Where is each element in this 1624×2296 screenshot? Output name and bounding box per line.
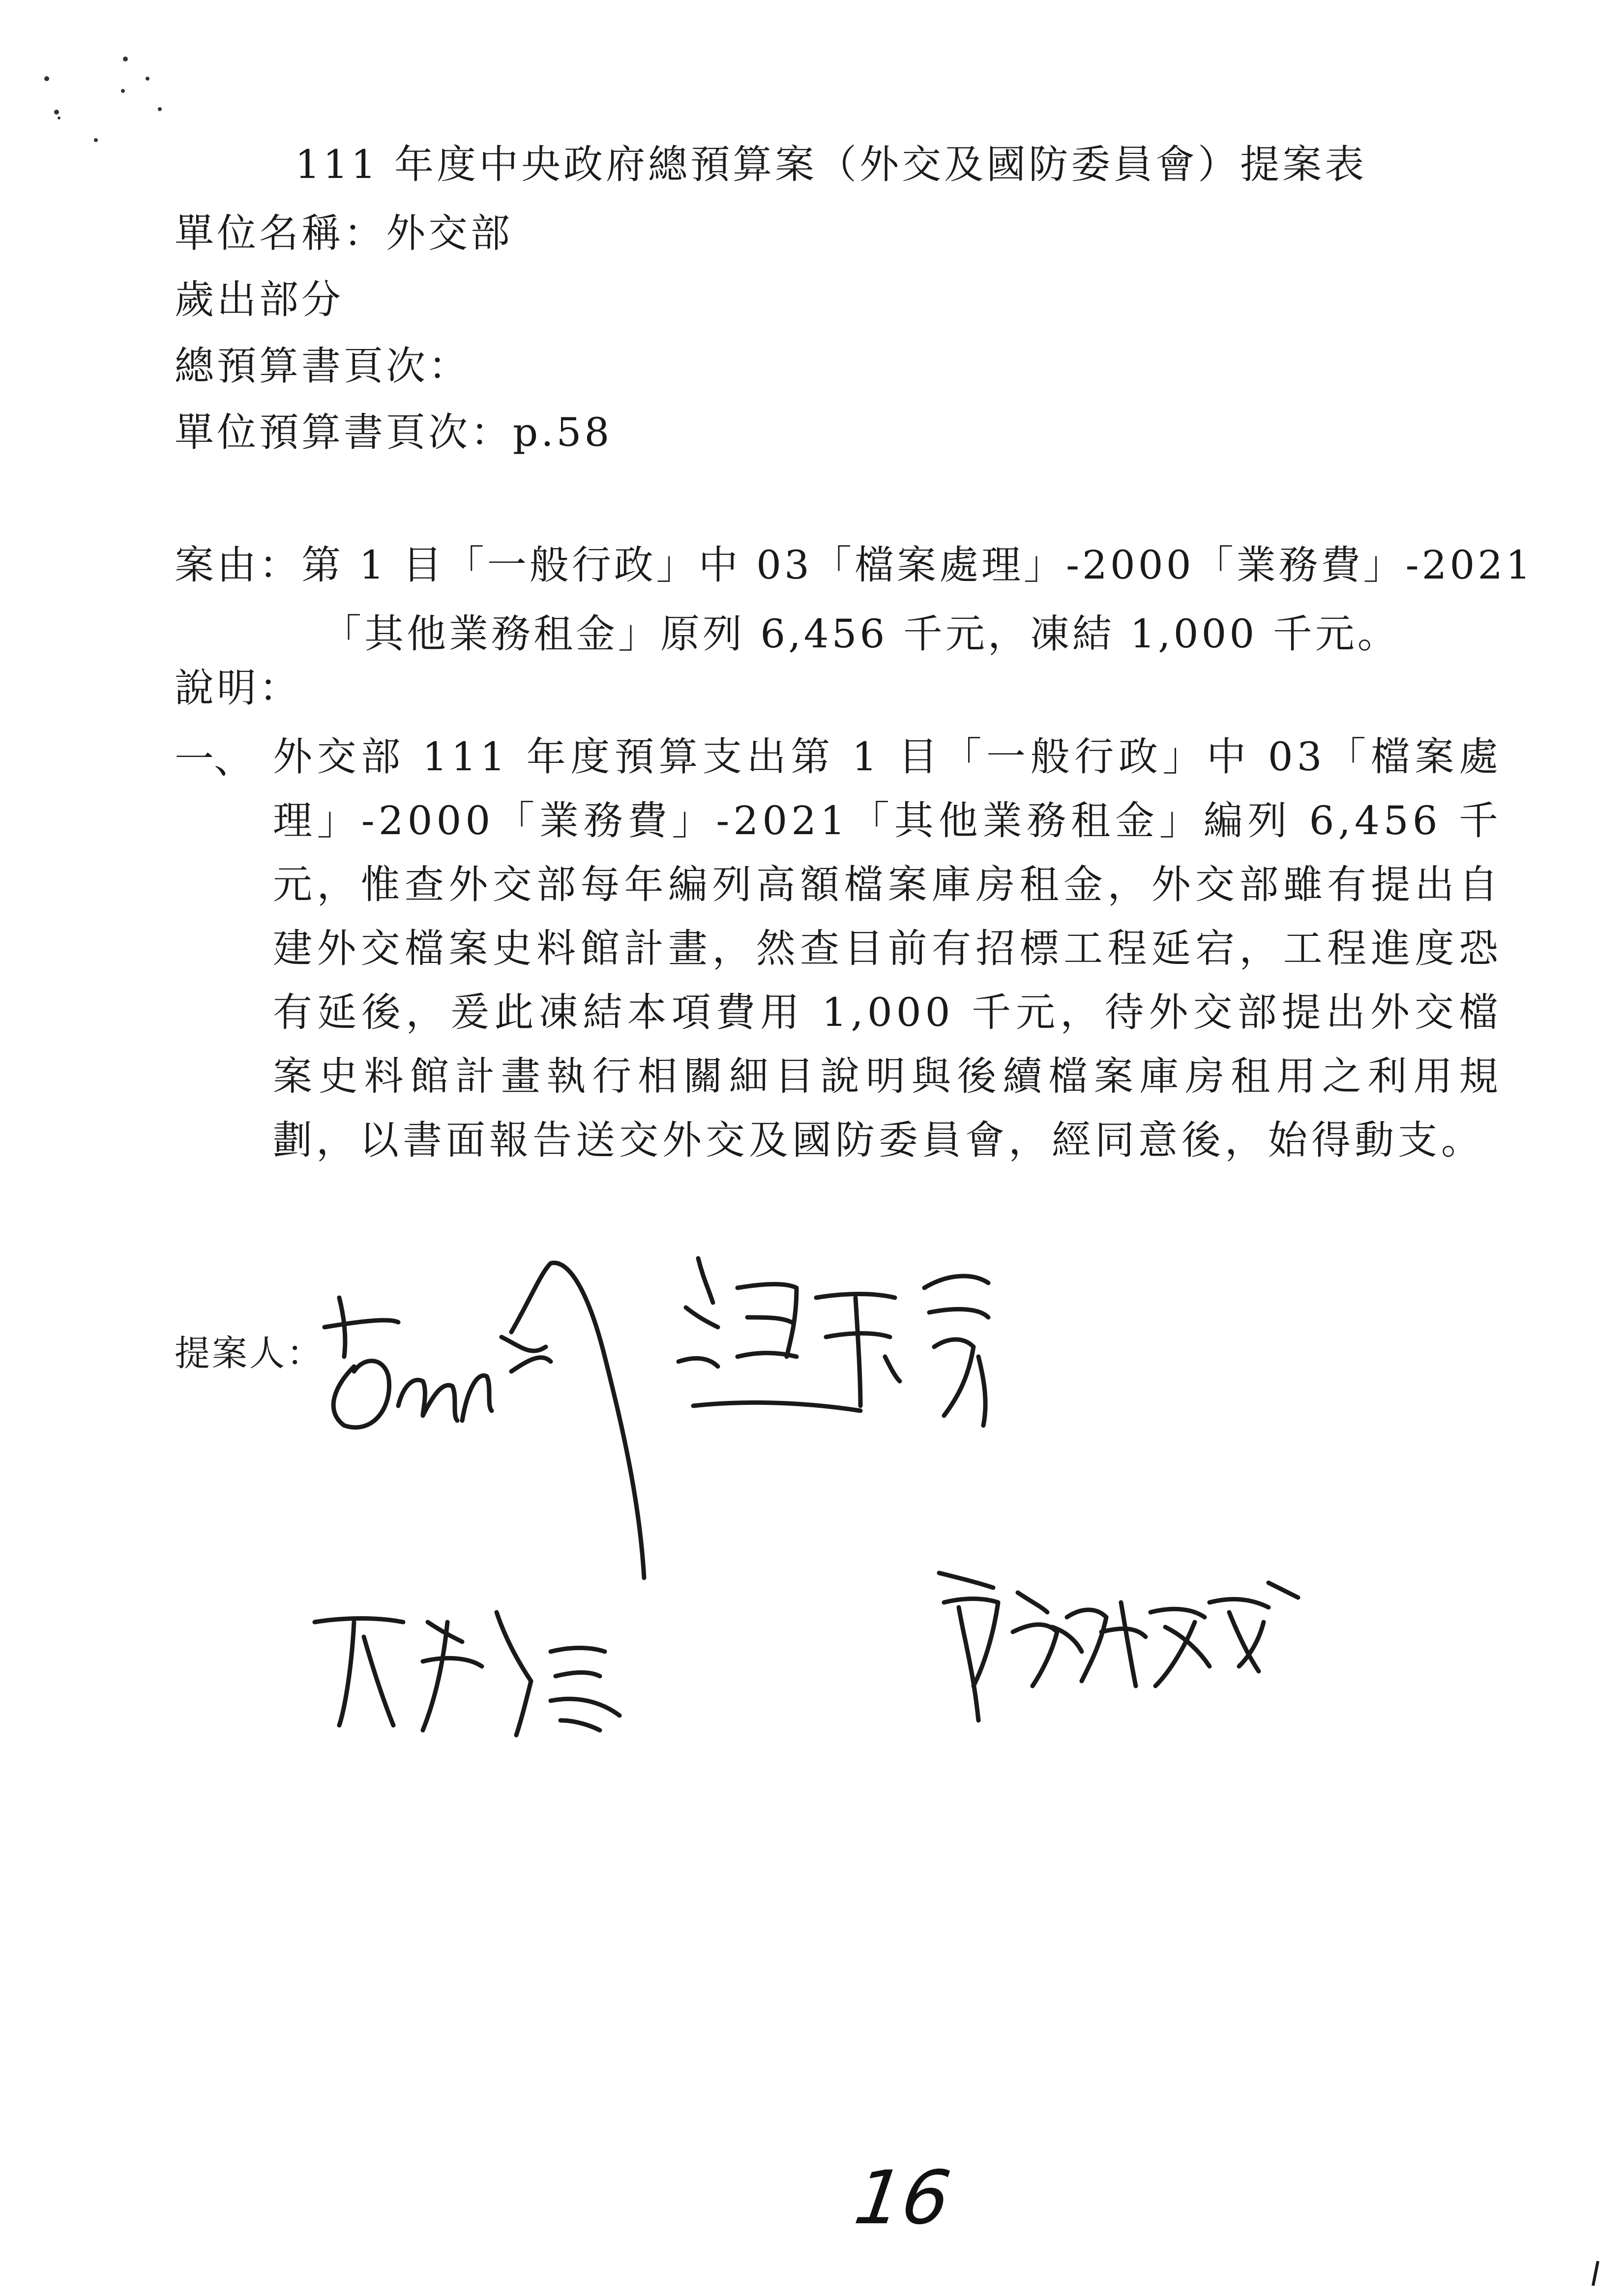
scan-specks — [0, 0, 197, 197]
unit-name-line: 單位名稱：外交部 — [175, 210, 513, 256]
edge-mark — [1593, 2261, 1598, 2286]
document-title: 111 年度中央政府總預算案（外交及國防委員會）提案表 — [295, 142, 1367, 187]
case-line-2: 「其他業務租金」原列 6,456 千元，凍結 1,000 千元。 — [322, 611, 1400, 657]
explanation-item-number: 一、 — [175, 736, 253, 782]
signature-4 — [939, 1573, 1298, 1720]
explanation-item-text: 外交部 111 年度預算支出第 1 目「一般行政」中 03「檔案處理」-2000「業務費」-2021「其他業務租金」編列 6,456 千元，惟查外交部每年編列高額檔案庫房租金，外交部雖有提出自建外交檔案史料館計畫，然查目前有招標工程延宕，工程進度恐有延後，爰此凍結本項費用 1,000 千元，待外交部提出外交檔案史料館計畫執行相關細目說明與後續檔案庫房租用之利用規劃，以書面報告送交外交及國防委員會，經同意後，始得動支。 — [273, 734, 1502, 1163]
proposer-label: 提案人： — [175, 1333, 325, 1374]
case-line-1: 案由：第 1 目「一般行政」中 03「檔案處理」-2000「業務費」-2021 — [175, 542, 1534, 588]
total-budget-page-line: 總預算書頁次： — [175, 343, 471, 389]
signature-1 — [325, 1263, 644, 1578]
signature-wen-yuxia — [679, 1258, 988, 1425]
section-line: 歲出部分 — [175, 277, 344, 322]
explanation-heading: 說明： — [175, 665, 301, 711]
unit-budget-page-line: 單位預算書頁次：p.58 — [175, 409, 613, 455]
signature-3 — [315, 1612, 620, 1735]
case-block — [175, 533, 1534, 671]
page-number: 16 — [849, 2155, 956, 2241]
